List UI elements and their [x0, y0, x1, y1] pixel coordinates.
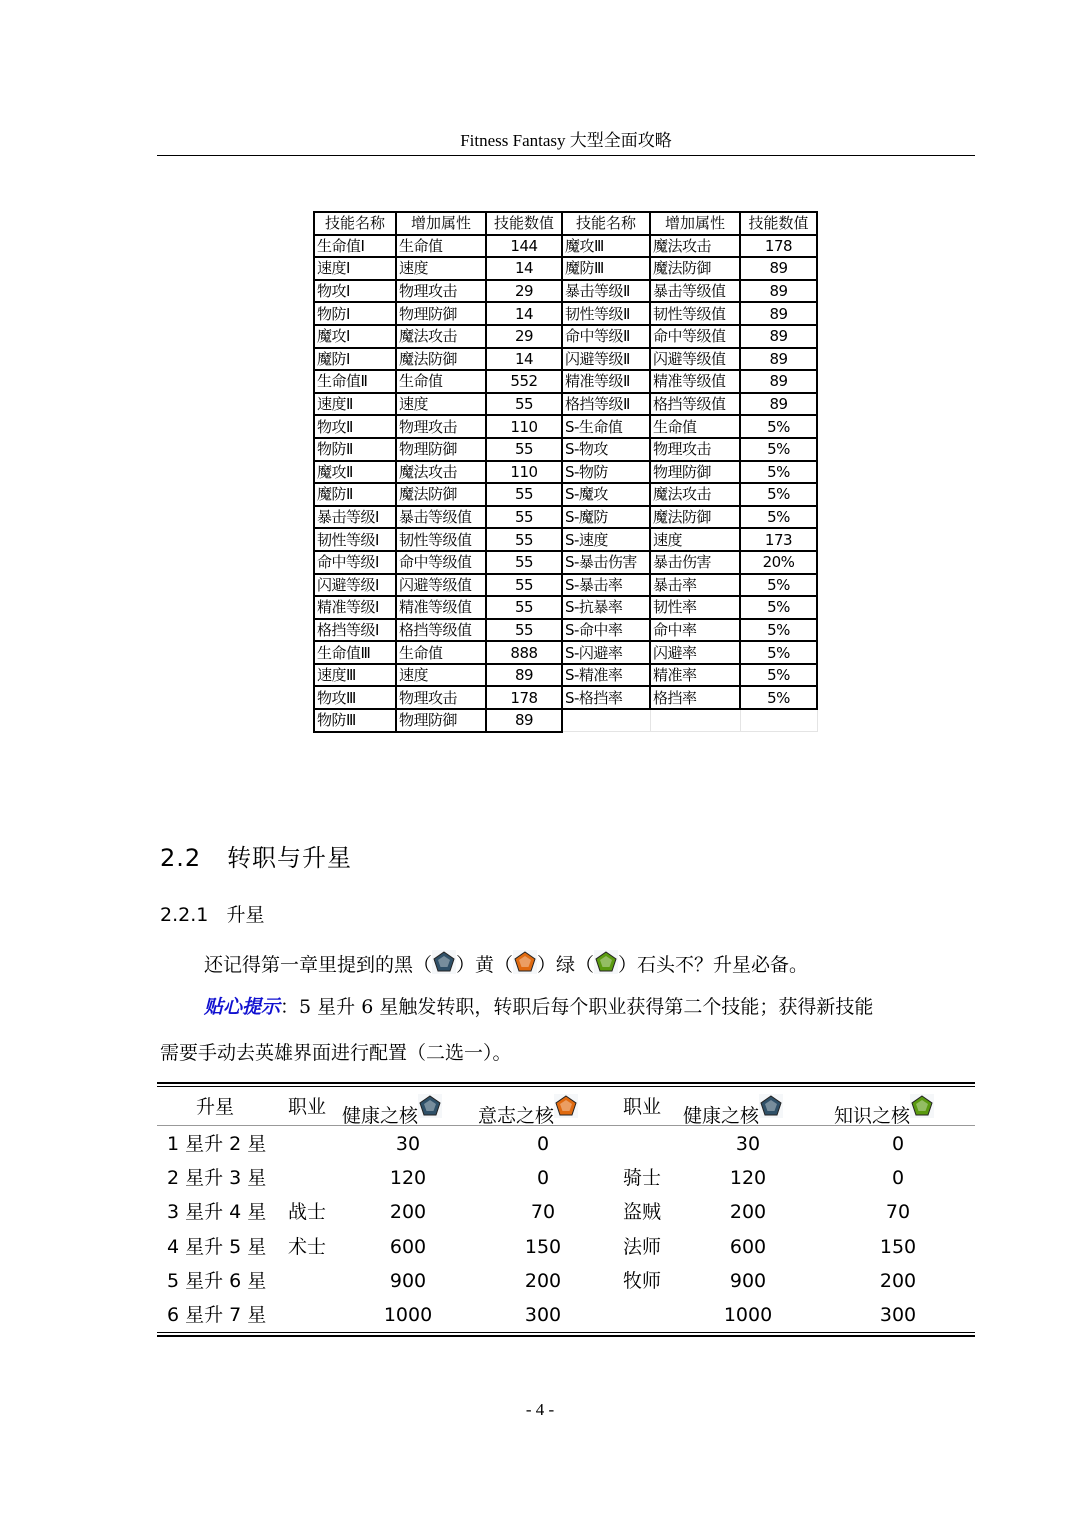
table-cell: S-魔攻 [562, 483, 650, 506]
table-cell: 生命值 [396, 235, 486, 258]
table-cell: 格挡率 [650, 686, 740, 709]
table-cell: 0 [891, 1133, 905, 1155]
table-row [314, 325, 817, 348]
table-cell: S-物攻 [562, 438, 650, 461]
table-cell [650, 709, 740, 732]
table-cell: 物防Ⅲ [314, 709, 396, 732]
subsection-heading [160, 900, 265, 927]
table-row [314, 574, 817, 597]
table-cell: S-生命值 [562, 415, 650, 438]
table-cell: 20% [740, 551, 817, 574]
table-cell: 物理攻击 [396, 686, 486, 709]
table-bottom-rule-inner [157, 1332, 975, 1333]
table-cell: 暴击等级Ⅰ [314, 506, 396, 529]
tip-label: 贴心提示 [204, 996, 281, 1018]
skills-header-row [314, 212, 817, 235]
table-cell: 55 [486, 393, 562, 416]
table-cell: 900 [389, 1269, 427, 1292]
table-cell: 闪避等级Ⅱ [562, 348, 650, 371]
table-cell: 盗贼 [622, 1201, 662, 1224]
table-cell: 魔防Ⅰ [314, 348, 396, 371]
table-cell: 300 [879, 1304, 917, 1326]
table-cell: 精准等级Ⅱ [562, 370, 650, 393]
table-cell: 5% [740, 483, 817, 506]
table-row [314, 641, 817, 664]
table-cell [740, 709, 817, 732]
text: ）石头不？升星必备。 [618, 954, 809, 976]
table-cell: 精准等级值 [650, 370, 740, 393]
table-cell: 速度Ⅰ [314, 257, 396, 280]
table-cell: 888 [486, 641, 562, 664]
table-row [314, 528, 817, 551]
table-cell: 70 [885, 1201, 911, 1224]
table-cell: 魔攻Ⅱ [314, 461, 396, 484]
table-cell: 30 [395, 1133, 421, 1155]
table-cell: 150 [879, 1235, 917, 1258]
table-cell: 物防Ⅰ [314, 302, 396, 325]
table-cell: 89 [486, 664, 562, 687]
table-cell: 物理防御 [396, 709, 486, 732]
table-cell: 89 [740, 325, 817, 348]
column-header-label: 知识之核 [833, 1105, 911, 1127]
table-cell: 精准等级值 [396, 596, 486, 619]
table-cell: 魔攻Ⅲ [562, 235, 650, 258]
table-cell: 6 星升 7 星 [167, 1304, 267, 1326]
green-gem-icon [910, 1094, 934, 1118]
table-cell: 5% [740, 574, 817, 597]
table-cell: 55 [486, 483, 562, 506]
subsection-title: 升星 [226, 904, 265, 926]
table-cell: 29 [486, 325, 562, 348]
table-cell: 55 [486, 574, 562, 597]
table-cell: 200 [389, 1201, 427, 1224]
column-header: 增加属性 [650, 212, 740, 235]
column-header [196, 1094, 234, 1120]
table-cell: 200 [524, 1269, 562, 1292]
table-cell: 命中等级Ⅱ [562, 325, 650, 348]
table-cell: 600 [389, 1235, 427, 1258]
column-header-label: 健康之核 [682, 1105, 760, 1127]
yellow-gem-icon [554, 1094, 578, 1118]
section-number: 2.2 [160, 844, 202, 872]
table-cell: 生命值 [650, 415, 740, 438]
table-row [314, 483, 817, 506]
table-top-rule [157, 1082, 975, 1084]
table-row [314, 438, 817, 461]
header-rule [157, 155, 975, 156]
table-row [314, 370, 817, 393]
table-row [314, 302, 817, 325]
table-cell: 魔法防御 [396, 483, 486, 506]
table-cell: 格挡等级Ⅱ [562, 393, 650, 416]
table-cell: 5% [740, 664, 817, 687]
table-cell: 物理攻击 [650, 438, 740, 461]
table-cell: 110 [486, 461, 562, 484]
yellow-gem-icon [513, 950, 537, 974]
table-cell: 2 星升 3 星 [167, 1167, 267, 1190]
table-cell: 魔法防御 [396, 348, 486, 371]
table-cell: 14 [486, 348, 562, 371]
table-cell: 89 [486, 709, 562, 732]
column-header-label: 意志之核 [477, 1105, 555, 1127]
table-cell: 物理防御 [396, 302, 486, 325]
table-cell: 速度 [650, 528, 740, 551]
column-header: 技能名称 [562, 212, 650, 235]
table-cell: 速度 [396, 393, 486, 416]
table-cell: 552 [486, 370, 562, 393]
table-cell: 魔法防御 [650, 506, 740, 529]
table-cell: 魔法攻击 [396, 325, 486, 348]
table-cell: 300 [524, 1304, 562, 1326]
table-cell: 物攻Ⅰ [314, 280, 396, 303]
table-cell: 55 [486, 528, 562, 551]
table-cell: 闪避等级值 [396, 574, 486, 597]
table-cell: 120 [729, 1167, 767, 1190]
table-cell: 生命值Ⅲ [314, 641, 396, 664]
table-cell: 魔法攻击 [650, 483, 740, 506]
table-cell: S-格挡率 [562, 686, 650, 709]
column-header: 技能数值 [486, 212, 562, 235]
table-cell: 闪避等级值 [650, 348, 740, 371]
table-cell: 144 [486, 235, 562, 258]
table-cell: 魔攻Ⅰ [314, 325, 396, 348]
table-cell: 命中等级Ⅰ [314, 551, 396, 574]
table-cell: 200 [729, 1201, 767, 1224]
table-cell: 魔法攻击 [396, 461, 486, 484]
table-cell: 14 [486, 257, 562, 280]
table-cell: 900 [729, 1269, 767, 1292]
column-header-label: 职业 [622, 1096, 662, 1118]
table-cell: 魔防Ⅲ [562, 257, 650, 280]
table-cell: 命中等级值 [650, 325, 740, 348]
column-header [623, 1094, 661, 1120]
table-cell: 150 [524, 1235, 562, 1258]
table-row [314, 619, 817, 642]
text: ）黄（ [456, 954, 514, 976]
table-cell: 89 [740, 280, 817, 303]
column-header-label: 职业 [287, 1096, 327, 1118]
table-cell: 速度 [396, 664, 486, 687]
table-cell: 89 [740, 370, 817, 393]
table-cell: 生命值Ⅰ [314, 235, 396, 258]
table-cell: S-暴击伤害 [562, 551, 650, 574]
column-header: 技能名称 [314, 212, 396, 235]
table-cell: 70 [530, 1201, 556, 1224]
table-cell: 1000 [383, 1304, 433, 1326]
table-cell: 0 [891, 1167, 905, 1190]
black-gem-icon [759, 1094, 783, 1118]
table-cell: 173 [740, 528, 817, 551]
running-header: Fitness Fantasy 大型全面攻略 [460, 131, 672, 150]
gem-paragraph [204, 950, 808, 979]
table-cell: 5% [740, 686, 817, 709]
column-header-label: 健康之核 [341, 1105, 419, 1127]
column-header: 技能数值 [740, 212, 817, 235]
column-header [288, 1094, 326, 1120]
subsection-number: 2.2.1 [160, 904, 209, 926]
table-cell: 5% [740, 415, 817, 438]
table-cell: S-抗暴率 [562, 596, 650, 619]
table-cell: 速度Ⅲ [314, 664, 396, 687]
text: ）绿（ [537, 954, 595, 976]
table-cell: 物理攻击 [396, 415, 486, 438]
table-cell: 牧师 [622, 1269, 662, 1292]
table-row [314, 664, 817, 687]
column-header [342, 1094, 442, 1129]
green-gem-icon [594, 950, 618, 974]
table-cell: 0 [536, 1133, 550, 1155]
table-cell: 骑士 [622, 1167, 662, 1190]
table-cell: 韧性等级Ⅱ [562, 302, 650, 325]
table-cell: 5% [740, 596, 817, 619]
table-cell: 55 [486, 506, 562, 529]
table-cell: 55 [486, 596, 562, 619]
table-cell: 物理防御 [396, 438, 486, 461]
table-row [314, 235, 817, 258]
table-row [314, 393, 817, 416]
table-cell: 物理防御 [650, 461, 740, 484]
table-top-rule-inner [157, 1086, 975, 1087]
table-cell: 暴击等级Ⅱ [562, 280, 650, 303]
table-bottom-rule [157, 1335, 975, 1337]
table-cell: 物攻Ⅲ [314, 686, 396, 709]
table-cell: 物理攻击 [396, 280, 486, 303]
table-cell: 110 [486, 415, 562, 438]
table-cell: 暴击等级值 [396, 506, 486, 529]
table-cell: S-暴击率 [562, 574, 650, 597]
table-cell: 命中率 [650, 619, 740, 642]
table-cell: 魔法攻击 [650, 235, 740, 258]
table-cell: 速度Ⅱ [314, 393, 396, 416]
table-cell: S-闪避率 [562, 641, 650, 664]
table-cell: S-精准率 [562, 664, 650, 687]
table-cell: 30 [735, 1133, 761, 1155]
table-row [314, 280, 817, 303]
table-cell: 韧性等级Ⅰ [314, 528, 396, 551]
table-cell: 生命值 [396, 370, 486, 393]
table-cell: 闪避等级Ⅰ [314, 574, 396, 597]
table-cell: S-速度 [562, 528, 650, 551]
page-number: - 4 - [525, 1400, 555, 1419]
table-cell: 暴击率 [650, 574, 740, 597]
table-row [314, 686, 817, 709]
tip-text-line2: 需要手动去英雄界面进行配置（二选一）。 [160, 1042, 512, 1064]
table-row [314, 506, 817, 529]
table-cell: 55 [486, 619, 562, 642]
table-cell: 4 星升 5 星 [167, 1235, 267, 1258]
table-cell: 术士 [287, 1235, 327, 1258]
table-cell: 89 [740, 302, 817, 325]
table-cell: 5% [740, 506, 817, 529]
table-cell: 1 星升 2 星 [167, 1133, 267, 1155]
table-cell: 5% [740, 619, 817, 642]
column-header [478, 1094, 578, 1129]
table-cell: 1000 [723, 1304, 773, 1326]
table-cell: 法师 [622, 1235, 662, 1258]
table-cell: 0 [536, 1167, 550, 1190]
table-cell: 14 [486, 302, 562, 325]
table-cell: 韧性率 [650, 596, 740, 619]
table-cell: 命中等级值 [396, 551, 486, 574]
table-cell: 29 [486, 280, 562, 303]
table-row [314, 709, 817, 732]
table-cell: 178 [486, 686, 562, 709]
table-cell: 178 [740, 235, 817, 258]
text: ： [280, 996, 300, 1018]
table-cell: 韧性等级值 [650, 302, 740, 325]
section-title: 转职与升星 [227, 844, 353, 872]
section-heading [160, 838, 352, 873]
table-cell: S-命中率 [562, 619, 650, 642]
table-cell: 格挡等级值 [650, 393, 740, 416]
table-cell: 闪避率 [650, 641, 740, 664]
table-cell: 120 [389, 1167, 427, 1190]
table-cell: 韧性等级值 [396, 528, 486, 551]
tip-paragraph [204, 993, 873, 1021]
tip-text-line1: 5 星升 6 星触发转职，转职后每个职业获得第二个技能；获得新技能 [299, 996, 874, 1018]
table-row [314, 348, 817, 371]
table-cell: 600 [729, 1235, 767, 1258]
table-cell: 89 [740, 348, 817, 371]
table-cell: S-魔防 [562, 506, 650, 529]
table-cell: 3 星升 4 星 [167, 1201, 267, 1224]
table-cell: 暴击等级值 [650, 280, 740, 303]
table-cell: 200 [879, 1269, 917, 1292]
column-header [683, 1094, 783, 1129]
table-cell: 生命值 [396, 641, 486, 664]
table-cell: 89 [740, 393, 817, 416]
table-cell: 战士 [287, 1201, 327, 1224]
table-cell: 5% [740, 641, 817, 664]
table-cell: 速度 [396, 257, 486, 280]
table-cell: 物攻Ⅱ [314, 415, 396, 438]
table-row [314, 596, 817, 619]
table-cell: 55 [486, 551, 562, 574]
skills-table [313, 211, 818, 733]
table-cell: 魔防Ⅱ [314, 483, 396, 506]
table-cell: 格挡等级Ⅰ [314, 619, 396, 642]
column-header-label: 升星 [195, 1096, 235, 1118]
text: 还记得第一章里提到的黑（ [204, 954, 433, 976]
table-cell: 暴击伤害 [650, 551, 740, 574]
table-cell: S-物防 [562, 461, 650, 484]
table-row [314, 415, 817, 438]
table-cell: 89 [740, 257, 817, 280]
table-cell: 5 星升 6 星 [167, 1269, 267, 1292]
black-gem-icon [418, 1094, 442, 1118]
table-row [314, 461, 817, 484]
table-cell: 魔法防御 [650, 257, 740, 280]
table-cell: 5% [740, 461, 817, 484]
table-cell: 格挡等级值 [396, 619, 486, 642]
black-gem-icon [432, 950, 456, 974]
table-cell: 精准率 [650, 664, 740, 687]
table-row [314, 257, 817, 280]
table-cell: 5% [740, 438, 817, 461]
column-header [834, 1094, 934, 1129]
table-cell: 物防Ⅱ [314, 438, 396, 461]
column-header: 增加属性 [396, 212, 486, 235]
table-cell [562, 709, 650, 732]
table-cell: 生命值Ⅱ [314, 370, 396, 393]
table-cell: 55 [486, 438, 562, 461]
table-cell: 精准等级Ⅰ [314, 596, 396, 619]
table-row [314, 551, 817, 574]
